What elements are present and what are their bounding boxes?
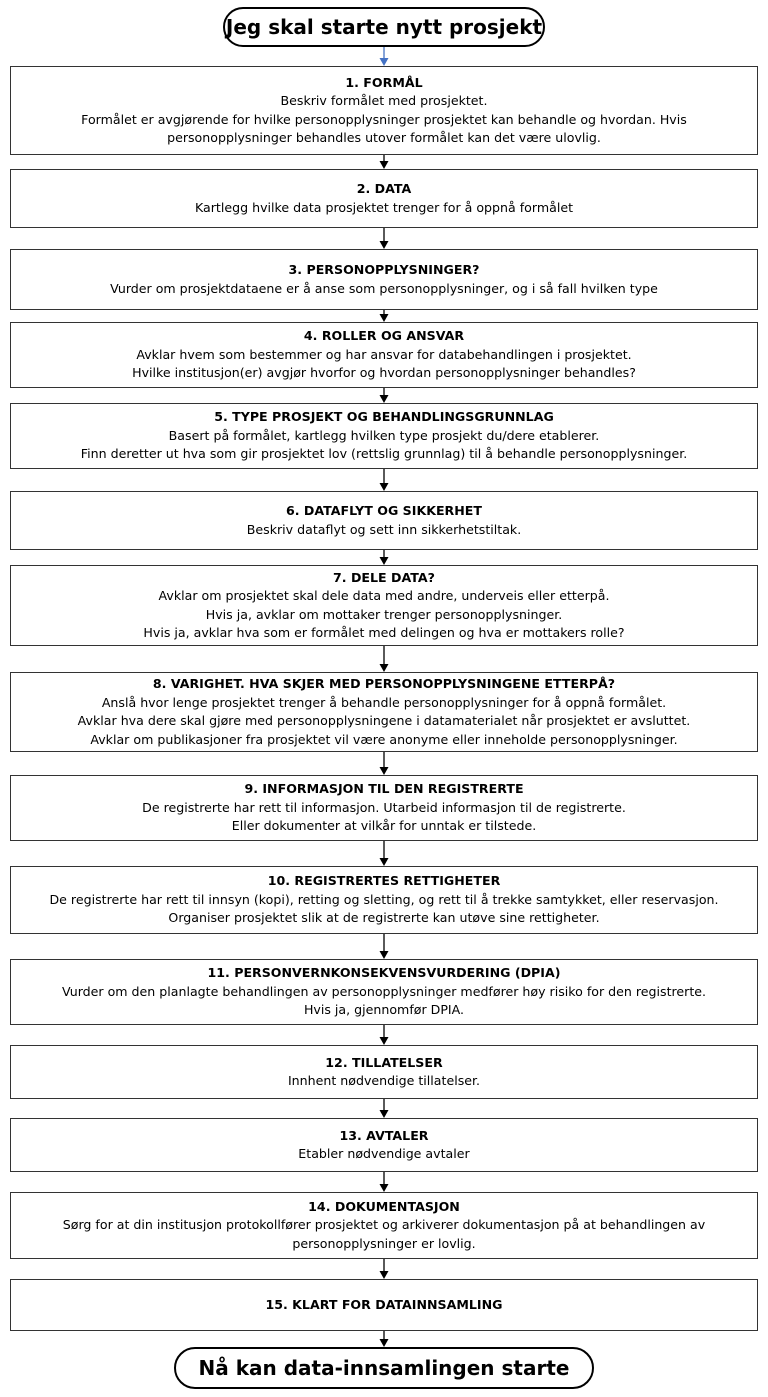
connector-arrow-10	[380, 934, 389, 959]
step-description: Avklar om publikasjoner fra prosjektet vil være anonyme eller inneholde personopplysninger.	[90, 731, 678, 747]
end-label: Nå kan data-innsamlingen starte	[198, 1356, 570, 1380]
step-description: Finn deretter ut hva som gir prosjektet lov (rettslig grunnlag) til å behandle personopplysninger.	[80, 446, 688, 462]
connector-arrow-0	[380, 47, 389, 66]
step-title: 11. PERSONVERNKONSEKVENSVURDERING (DPIA)	[207, 965, 561, 981]
step-description: Kartlegg hvilke data prosjektet trenger for å oppnå formålet	[194, 199, 574, 215]
step-description: Hvilke institusjon(er) avgjør hvorfor og hvordan personopplysninger behandles?	[132, 365, 636, 381]
step-description: Eller dokumenter at vilkår for unntak er tilstede.	[231, 818, 537, 834]
step-description: Vurder om prosjektdataene er å anse som personopplysninger, og i så fall hvilken type	[110, 280, 658, 296]
step-description: Basert på formålet, kartlegg hvilken type prosjekt du/dere etablerer.	[168, 427, 600, 443]
step-description: Beskriv formålet med prosjektet.	[280, 93, 488, 108]
connector-arrow-13	[380, 1172, 389, 1192]
step-description: Innhent nødvendige tillatelser.	[287, 1073, 481, 1088]
connector-arrow-6	[380, 550, 389, 565]
step-description: De registrerte har rett til informasjon. Utarbeid informasjon til de registrerte.	[142, 799, 626, 815]
step-description: Hvis ja, avklar hva som er formålet med delingen og hva er mottakers rolle?	[143, 625, 625, 640]
step-box-13	[10, 1118, 758, 1172]
step-box-14	[10, 1192, 758, 1259]
connector-arrow-5	[380, 469, 389, 491]
end-terminal	[174, 1347, 594, 1389]
step-box-9	[10, 775, 758, 841]
connector-arrow-8	[380, 752, 389, 775]
step-description: Organiser prosjektet slik at de registrerte kan utøve sine rettigheter.	[168, 910, 600, 926]
connector-arrow-14	[380, 1259, 389, 1279]
step-title: 8. VARIGHET. HVA SKJER MED PERSONOPPLYSNINGENE ETTERPÅ?	[152, 676, 616, 691]
step-description: De registrerte har rett til innsyn (kopi), retting og sletting, og rett til å trekke samtykket, eller reservasjon.	[49, 891, 719, 907]
step-title: 13. AVTALER	[339, 1127, 429, 1143]
step-title: 1. FORMÅL	[345, 74, 423, 90]
step-title: 12. TILLATELSER	[325, 1054, 443, 1070]
step-description: Etabler nødvendige avtaler	[298, 1146, 470, 1161]
step-description: Hvis ja, avklar om mottaker trenger personopplysninger.	[205, 606, 563, 622]
connector-arrow-3	[380, 310, 389, 322]
connector-arrow-15	[380, 1331, 389, 1347]
step-title: 6. DATAFLYT OG SIKKERHET	[285, 503, 482, 518]
step-title: 4. ROLLER OG ANSVAR	[303, 328, 465, 344]
step-box-4	[10, 322, 758, 388]
step-description: Vurder om den planlagte behandlingen av personopplysninger medfører høy risiko for den registrerte.	[61, 983, 707, 999]
start-label: Jeg skal starte nytt prosjekt	[225, 15, 543, 39]
step-title: 9. INFORMASJON TIL DEN REGISTRERTE	[244, 781, 524, 797]
step-description: Beskriv dataflyt og sett inn sikkerhetstiltak.	[246, 521, 522, 537]
connector-arrow-7	[380, 646, 389, 672]
step-description: Avklar hvem som bestemmer og har ansvar for databehandlingen i prosjektet.	[136, 346, 632, 362]
step-title: 7. DELE DATA?	[333, 569, 435, 585]
connector-arrow-2	[380, 228, 389, 249]
step-box-12	[10, 1045, 758, 1099]
step-box-7	[10, 565, 758, 646]
step-title: 15. KLART FOR DATAINNSAMLING	[265, 1296, 503, 1312]
step-description: Sørg for at din institusjon protokollfører prosjektet og arkiverer dokumentasjon på at behandlingen av personopplysninger er lovlig.	[62, 1217, 706, 1251]
step-box-6	[10, 491, 758, 550]
step-title: 3. PERSONOPPLYSNINGER?	[288, 262, 480, 277]
start-terminal	[223, 7, 545, 47]
step-box-3	[10, 249, 758, 310]
step-description: Avklar hva dere skal gjøre med personopplysningene i datamaterialet når prosjektet er avsluttet.	[77, 713, 691, 728]
step-box-15	[10, 1279, 758, 1331]
step-description: Formålet er avgjørende for hvilke personopplysninger prosjektet kan behandle og hvordan. Hvis personopplysninger behandles utover formålet kan det være ulovlig.	[81, 111, 687, 145]
step-box-2	[10, 169, 758, 228]
step-description: Avklar om prosjektet skal dele data med andre, underveis eller etterpå.	[158, 588, 610, 603]
step-title: 10. REGISTRERTES RETTIGHETER	[267, 873, 501, 889]
step-box-8	[10, 672, 758, 752]
connector-arrow-11	[380, 1025, 389, 1045]
step-box-5	[10, 403, 758, 469]
connector-arrow-12	[380, 1099, 389, 1118]
step-title: 5. TYPE PROSJEKT OG BEHANDLINGSGRUNNLAG	[214, 409, 554, 425]
step-title: 14. DOKUMENTASJON	[308, 1198, 460, 1214]
connector-arrow-4	[380, 388, 389, 403]
step-box-1	[10, 66, 758, 155]
step-description: Hvis ja, gjennomfør DPIA.	[303, 1002, 465, 1018]
connector-arrow-9	[380, 841, 389, 866]
step-description: Anslå hvor lenge prosjektet trenger å behandle personopplysninger for å oppnå formålet.	[101, 694, 667, 710]
step-box-10	[10, 866, 758, 934]
connector-arrow-1	[380, 155, 389, 169]
step-title: 2. DATA	[356, 181, 412, 196]
step-box-11	[10, 959, 758, 1025]
